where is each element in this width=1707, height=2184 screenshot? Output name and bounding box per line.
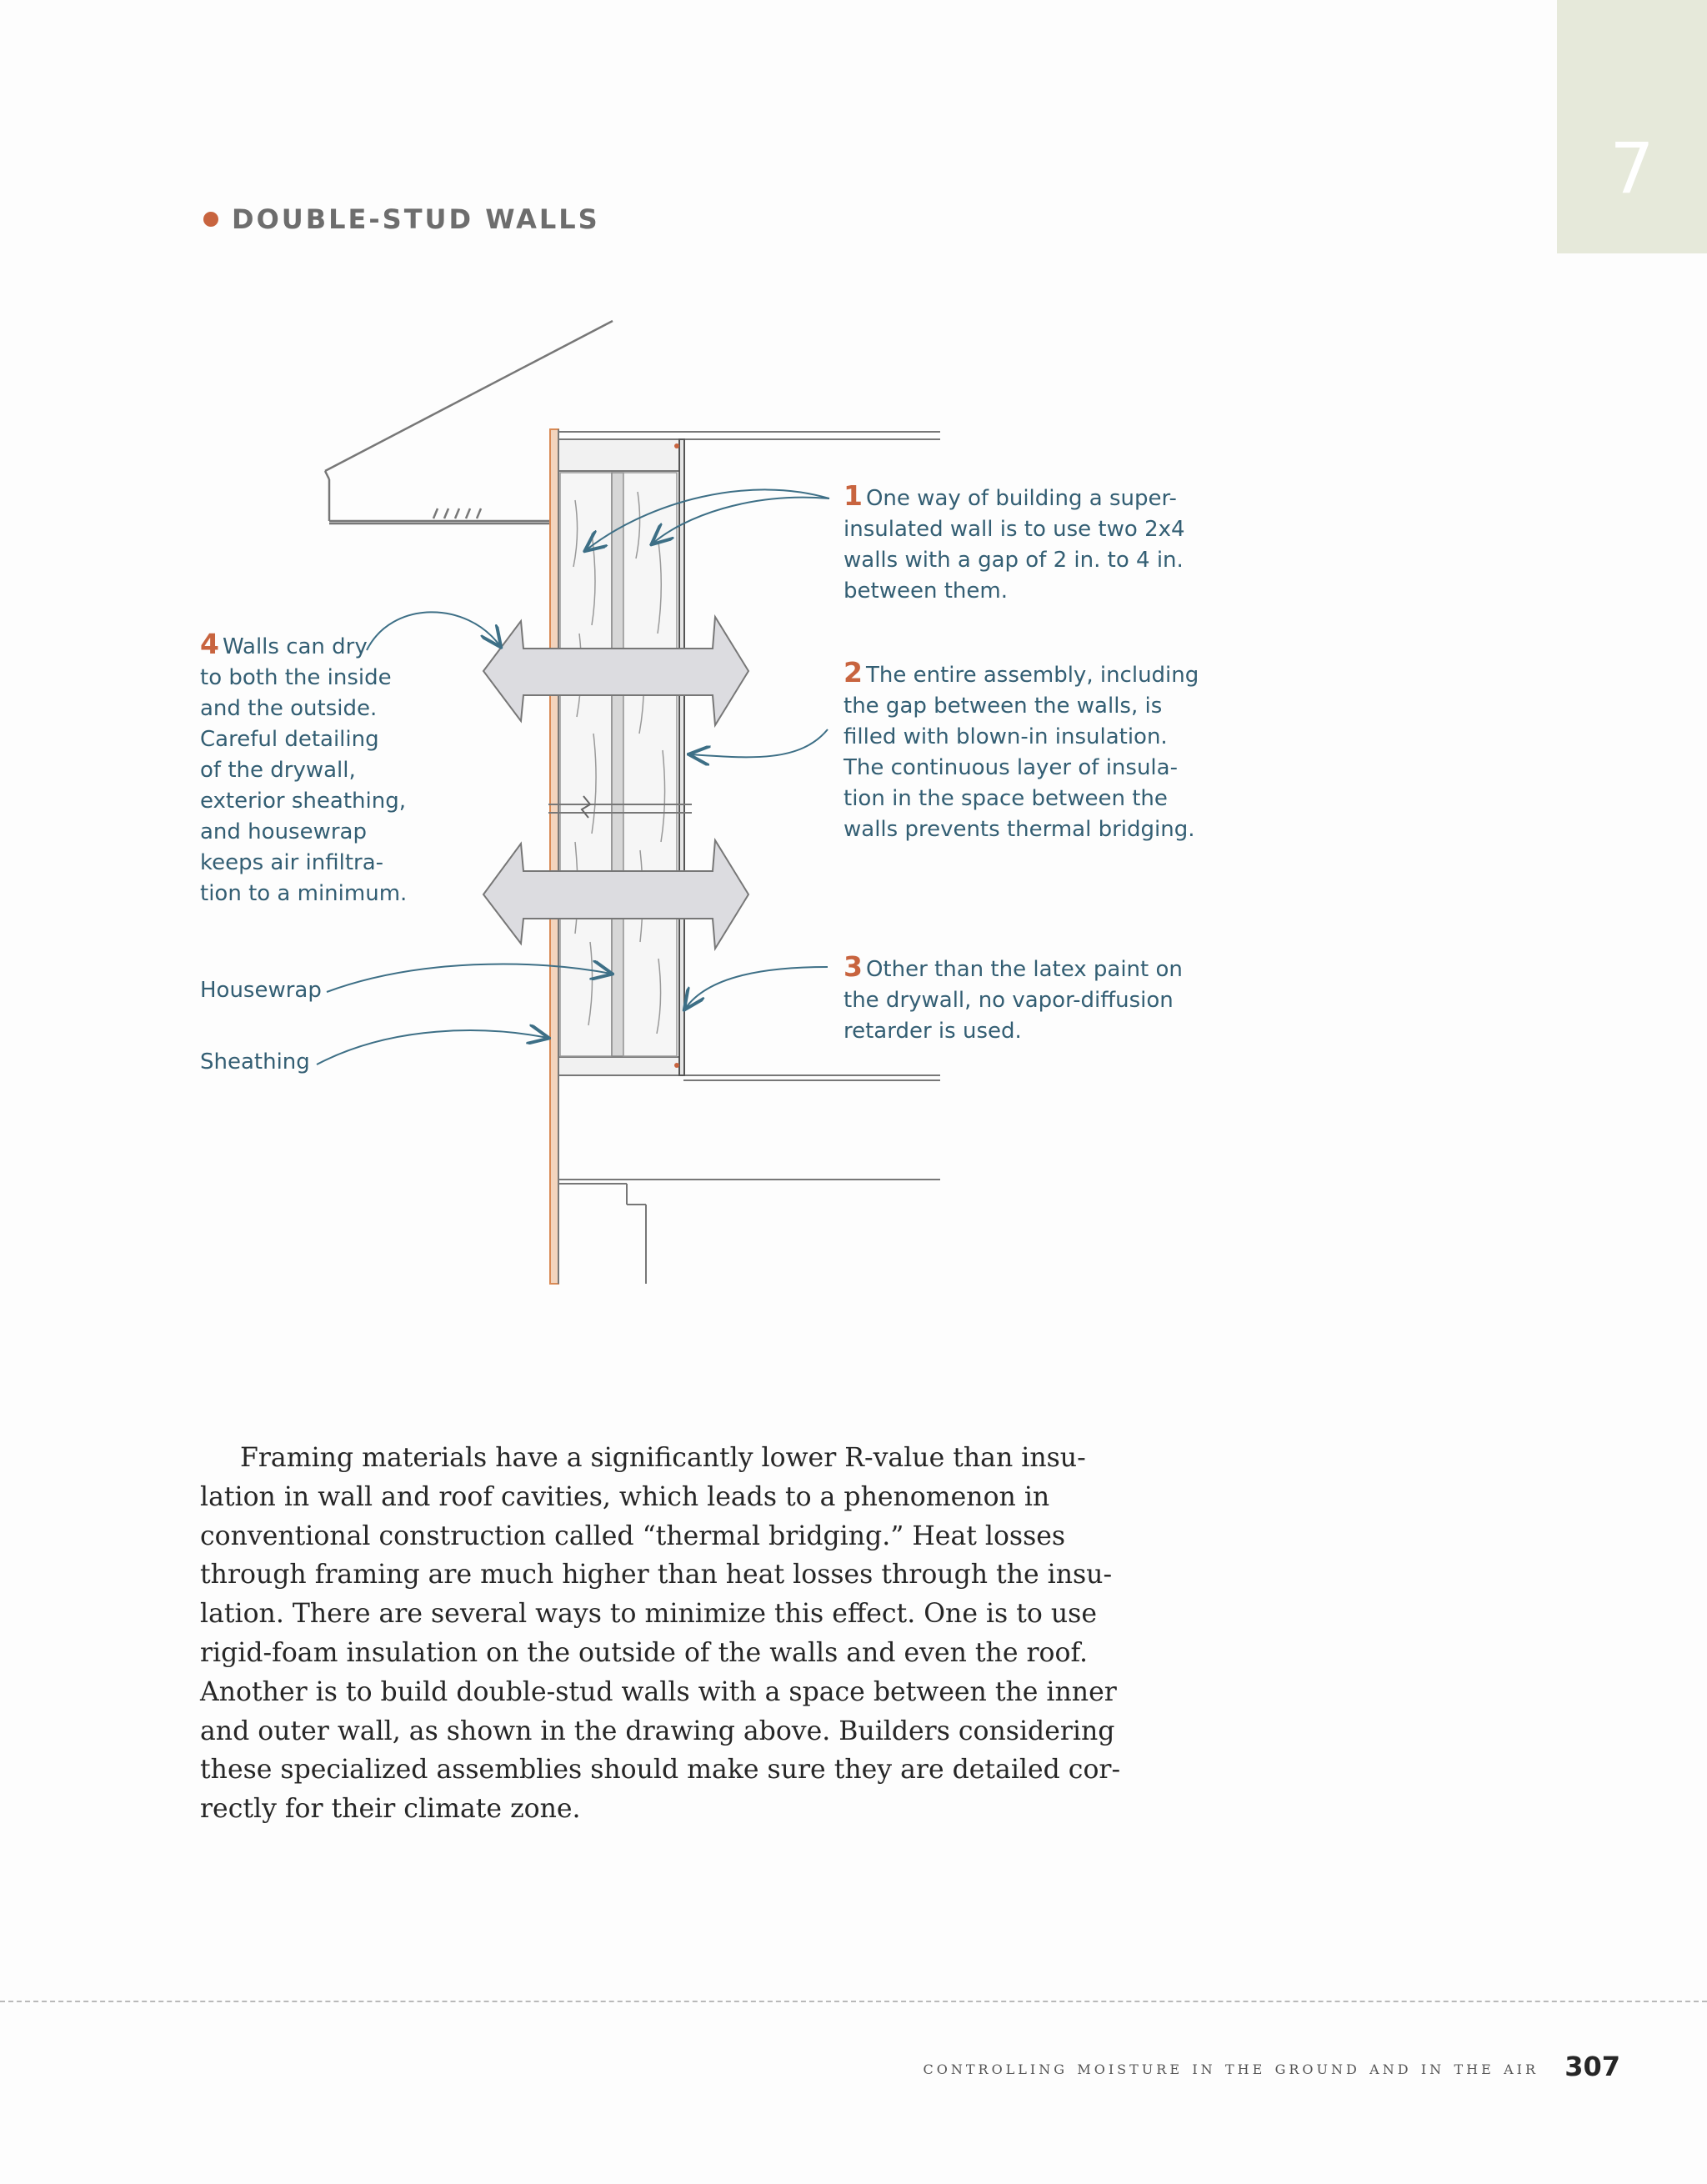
callout-2: 2 The entire assembly, including the gap between the walls, is filled with blown-in insulation. The continuous layer of insula- tion in the space between the walls prevents thermal bridging. — [843, 656, 1199, 842]
chapter-number: 7 — [1609, 128, 1654, 209]
body-paragraph: Framing materials have a significantly lower R-value than insu- lation in wall and roof cavities, which leads to a phenomenon in conventional construction called “thermal bridging.” Heat losses through framing are much higher than heat losses through the insu- lation. There are several ways to minimize this effect. One is to use rigid-foam insulation on the outside of the walls and even the roof. Another is to build double-stud walls with a space between the inner and outer wall, as shown in the drawing above. Builders considering these specialized assemblies should make sure they are detailed cor- rectly for their climate zone. — [200, 1443, 1121, 1825]
page-divider — [0, 2001, 1707, 2002]
section-title: DOUBLE-STUD WALLS — [232, 203, 600, 235]
sheathing-label: Sheathing — [200, 1049, 310, 1074]
page-number: 307 — [1564, 2051, 1620, 2082]
running-head: controlling moisture in the ground and in the air — [923, 2057, 1539, 2079]
callout-3: 3 Other than the latex paint on the drywall, no vapor-diffusion retarder is used. — [843, 950, 1183, 1044]
housewrap-label: Housewrap — [200, 978, 322, 1003]
insulation — [548, 473, 692, 1056]
callout-4: 4 Walls can dry to both the inside and the outside. Careful detailing of the drywall, exterior sheathing, and housewrap keeps air infiltra- tion to a minimum. — [200, 628, 408, 906]
sheathing-layer — [550, 429, 558, 1284]
callout-1: 1 One way of building a super- insulated wall is to use two 2x4 walls with a gap of 2 in. to 4 in. between them. — [843, 479, 1185, 604]
